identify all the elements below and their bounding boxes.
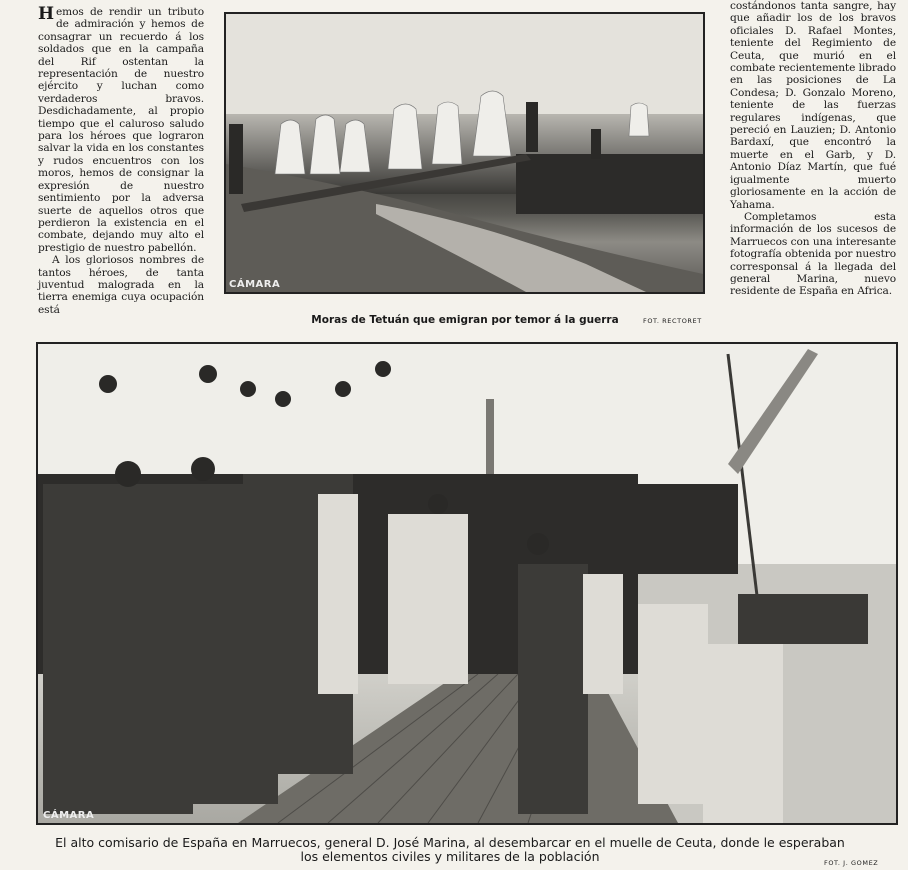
photo-bottom-caption bbox=[40, 836, 860, 864]
photo-bottom-credit: FOT. J. GOMEZ bbox=[824, 859, 879, 867]
photo-general-marina-image bbox=[38, 344, 896, 823]
photo-general-marina bbox=[36, 342, 898, 825]
article-left-column bbox=[38, 6, 204, 316]
photo-moras-tetuan-image bbox=[226, 14, 703, 292]
article-paragraph: Completamos esta información de los sucesos de Marruecos con una interesante fotografía obtenida por nuestro corresponsal á la llegada del general Marina, nuevo residente de España en Africa. bbox=[730, 210, 896, 298]
photo-top-caption: Moras de Tetuán que emigran por temor á la guerra bbox=[311, 314, 619, 326]
photo-watermark: CÁMARA bbox=[229, 279, 281, 290]
photo-top-credit: FOT. RECTORET bbox=[643, 317, 702, 325]
photo-watermark: CÁMARA bbox=[43, 810, 95, 821]
caption-line: los elementos civiles y militares de la población bbox=[300, 849, 600, 864]
drop-cap: H bbox=[38, 4, 54, 24]
caption-line: El alto comisario de España en Marruecos, general D. José Marina, al desembarcar en el muelle de Ceuta, donde le esperaban bbox=[55, 835, 845, 850]
article-right-column bbox=[730, 0, 896, 298]
photo-moras-tetuan bbox=[224, 12, 705, 294]
article-paragraph: A los gloriosos nombres de tantos héroes, de tanta juventud malograda en la tierra enemiga cuya ocupación está bbox=[38, 254, 204, 316]
article-paragraph bbox=[38, 6, 204, 254]
article-text: emos de rendir un tributo de admiración y hemos de consagrar un recuerdo á los soldados que en la campaña del Rif ostentan la representación de nuestro ejército y luchan como verdaderos bravos. Desdichadamente, al propio tiempo que el caluroso saludo para los héroes que lograron salvar la vida en los constantes y rudos encuentros con los moros, hemos de consignar la expresión de nuestro sentimiento por la adversa suerte de aquellos otros que perdieron la existencia en el combate, dejando muy alto el prestigio de nuestro pabellón. bbox=[38, 6, 204, 254]
article-paragraph: costándonos tanta sangre, hay que añadir los de los bravos oficiales D. Rafael Montes, teniente del Regimiento de Ceuta, que murió en el combate recientemente librado en las posiciones de La Condesa; D. Gonzalo Moreno, teniente de las fuerzas regulares indígenas, que pereció en Lauzien; D. Antonio Bardaxí, que encontró la muerte en el Garb, y D. Antonio Díaz Martín, que fué igualmente muerto gloriosamente en la acción de Yahama. bbox=[730, 0, 896, 211]
